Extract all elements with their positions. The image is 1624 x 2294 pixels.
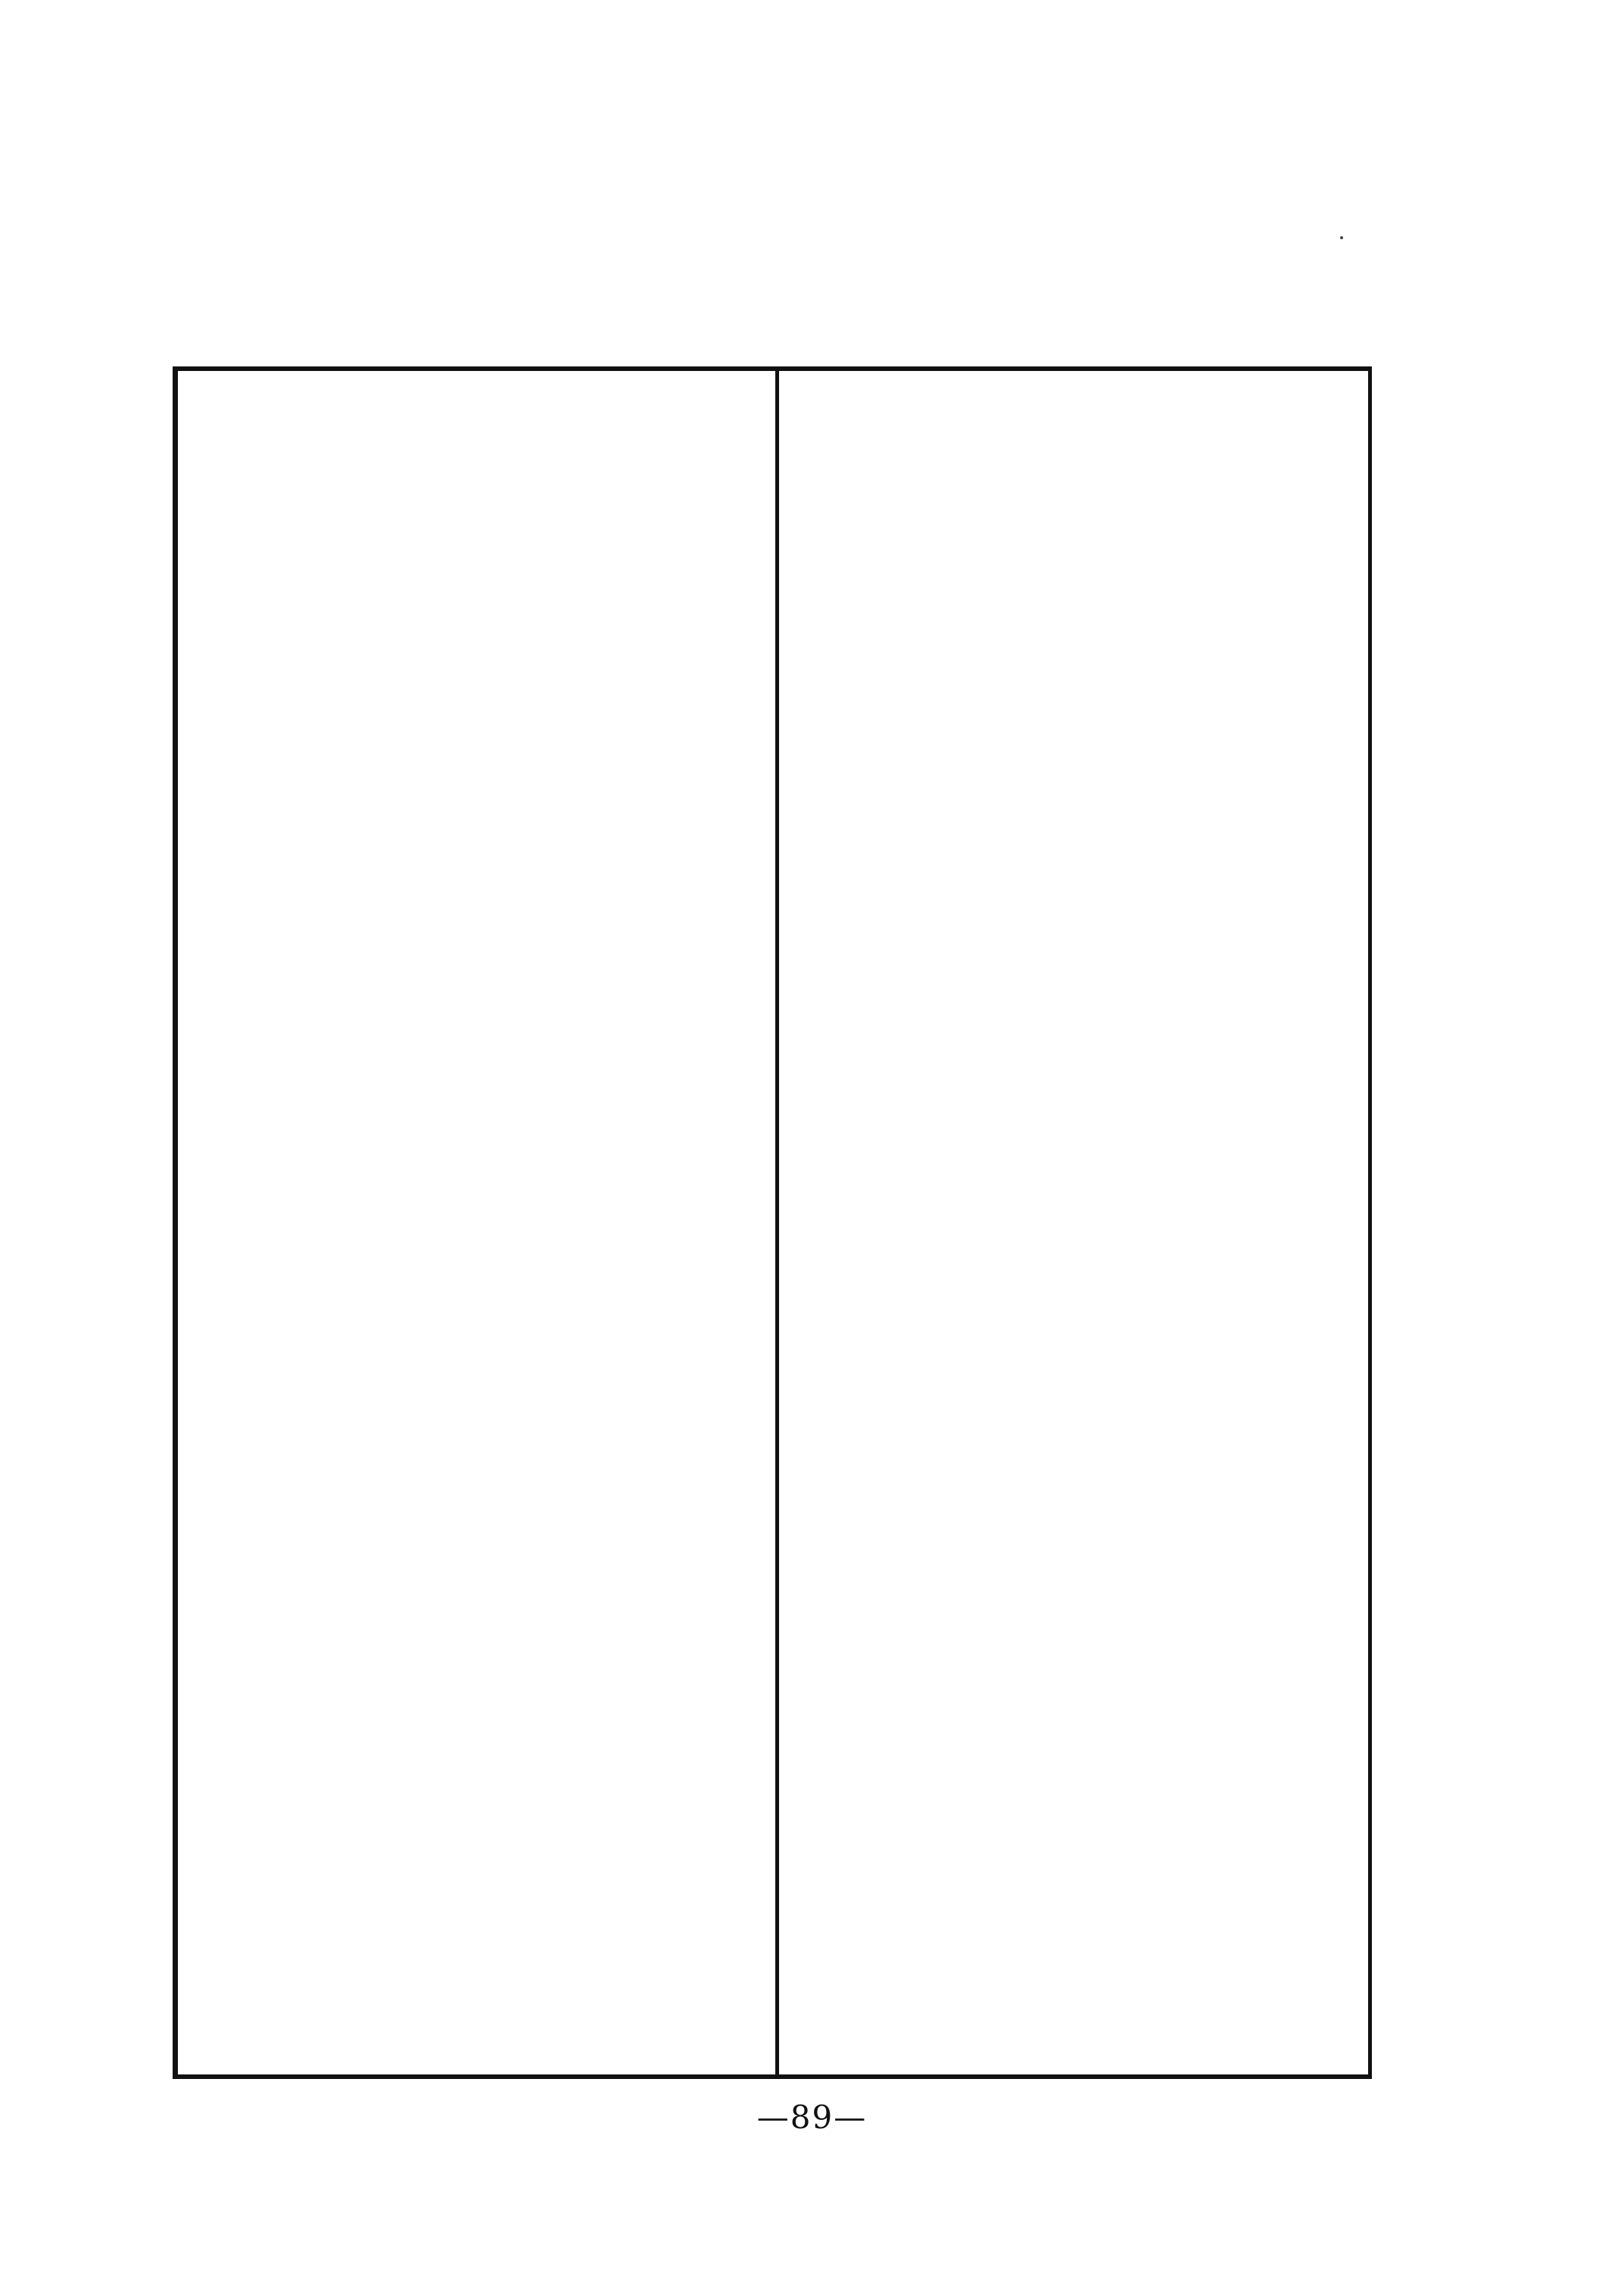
scan-speck <box>1340 236 1343 239</box>
page-number: —89— <box>756 2099 868 2136</box>
column-divider <box>775 366 779 2079</box>
left-column <box>189 379 765 2067</box>
right-column <box>792 379 1361 2067</box>
